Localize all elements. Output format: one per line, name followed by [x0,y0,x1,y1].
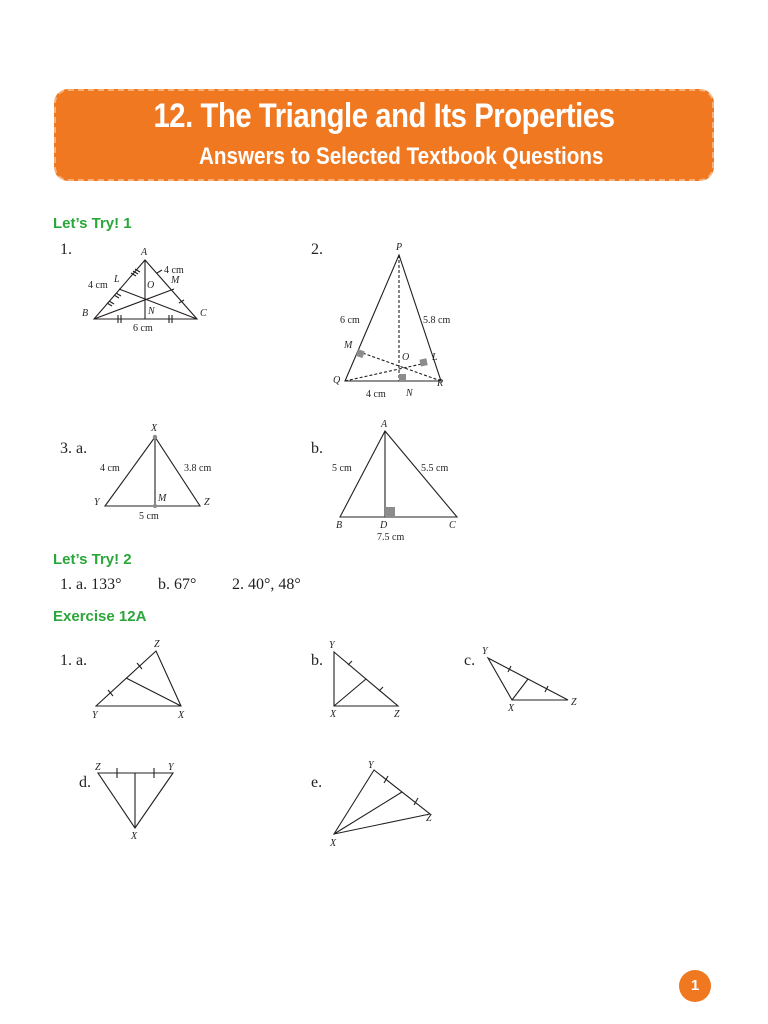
question-number: d. [79,774,91,791]
measure-pr: 5.8 cm [423,315,451,326]
vertex-label-x: X [131,831,138,842]
triangle-figure-q1 [80,244,220,336]
median [334,792,402,834]
measure-ab: 4 cm [88,280,108,291]
section-heading-lets-try-1: Let’s Try! 1 [53,215,132,232]
altitude-ql [345,363,426,381]
vertex-label-y: Y [329,640,335,651]
vertex-label-r: R [437,378,444,389]
vertex-label-a: A [381,419,388,430]
question-number: 1. [60,241,72,258]
point-label-o: O [402,352,410,363]
point-label-l: L [432,352,438,363]
page-number-badge: 1 [679,970,711,1002]
measure-qr: 4 cm [366,389,386,400]
vertex-label-a: A [141,247,148,258]
vertex-label-z: Z [394,709,400,720]
measure-xy: 4 cm [100,463,120,474]
measure-bc: 7.5 cm [377,532,405,543]
triangle-abc [340,431,457,517]
question-number: c. [464,652,476,669]
answer-text: b. 67° [158,576,197,593]
measure-ab: 5 cm [332,463,352,474]
median-bm [94,289,174,319]
chapter-banner [54,89,714,181]
vertex-label-z: Z [204,497,210,508]
median [512,679,528,700]
median [334,679,366,706]
vertex-label-x: X [330,709,337,720]
measure-yz: 5 cm [139,511,159,522]
point-x [153,435,157,439]
vertex-label-x: X [508,703,515,714]
point-m [153,504,157,508]
point-label-n: N [148,306,155,317]
measure-pq: 6 cm [340,315,360,326]
vertex-label-b: B [336,520,343,531]
vertex-label-x: X [330,838,337,849]
vertex-label-z: Z [571,697,577,708]
vertex-label-y: Y [368,760,374,771]
triangle-figure-12a-b [326,638,416,724]
question-number: 1. a. [60,652,88,669]
vertex-label-q: Q [333,375,341,386]
vertex-label-x: X [178,710,185,721]
question-number: 2. [311,241,323,258]
right-angle-l [419,358,427,366]
median-cl [119,289,197,319]
section-heading-exercise-12a: Exercise 12A [53,608,147,625]
triangle-figure-12a-d [92,760,182,846]
vertex-label-p: P [396,242,403,253]
vertex-label-y: Y [482,646,488,657]
triangle-figure-q2 [330,240,460,402]
triangle-figure-12a-e [326,758,446,854]
vertex-label-z: Z [95,762,101,773]
right-angle-n [399,374,406,381]
section-heading-lets-try-2: Let’s Try! 2 [53,551,132,568]
triangle-figure-q3a [92,420,222,525]
point-label-d: D [380,520,388,531]
question-number: e. [311,774,323,791]
answer-text: 2. 40°, 48° [232,576,301,593]
triangle-xyz [96,651,181,706]
measure-bc: 6 cm [133,323,153,334]
question-number: b. [311,652,323,669]
vertex-label-y: Y [92,710,98,721]
measure-xz: 3.8 cm [184,463,212,474]
triangle-figure-q3b [330,418,470,546]
point-label-m: M [158,493,167,504]
vertex-label-c: C [200,308,207,319]
triangle-figure-12a-c [478,642,588,718]
right-angle-m [356,349,365,358]
vertex-label-z: Z [426,813,432,824]
point-label-o: O [147,280,155,291]
vertex-label-y: Y [94,497,100,508]
vertex-label-c: C [449,520,456,531]
chapter-subtitle: Answers to Selected Textbook Questions [198,143,604,170]
point-label-m: M [344,340,353,351]
median [126,678,181,706]
vertex-label-b: B [82,308,89,319]
question-number: 3. a. [60,440,88,457]
measure-ac: 5.5 cm [421,463,449,474]
answer-text: 1. a. 133° [60,576,122,593]
point-label-m: M [171,275,180,286]
right-angle-d [385,507,395,517]
measure-ac: 4 cm [164,265,184,276]
question-number: b. [311,440,323,457]
chapter-title: 12. The Triangle and Its Properties [153,97,615,135]
triangle-figure-12a-a [88,638,198,724]
point-label-n: N [406,388,413,399]
vertex-label-z: Z [154,639,160,650]
point-label-l: L [114,274,120,285]
vertex-label-y: Y [168,762,174,773]
vertex-label-x: X [151,423,158,434]
